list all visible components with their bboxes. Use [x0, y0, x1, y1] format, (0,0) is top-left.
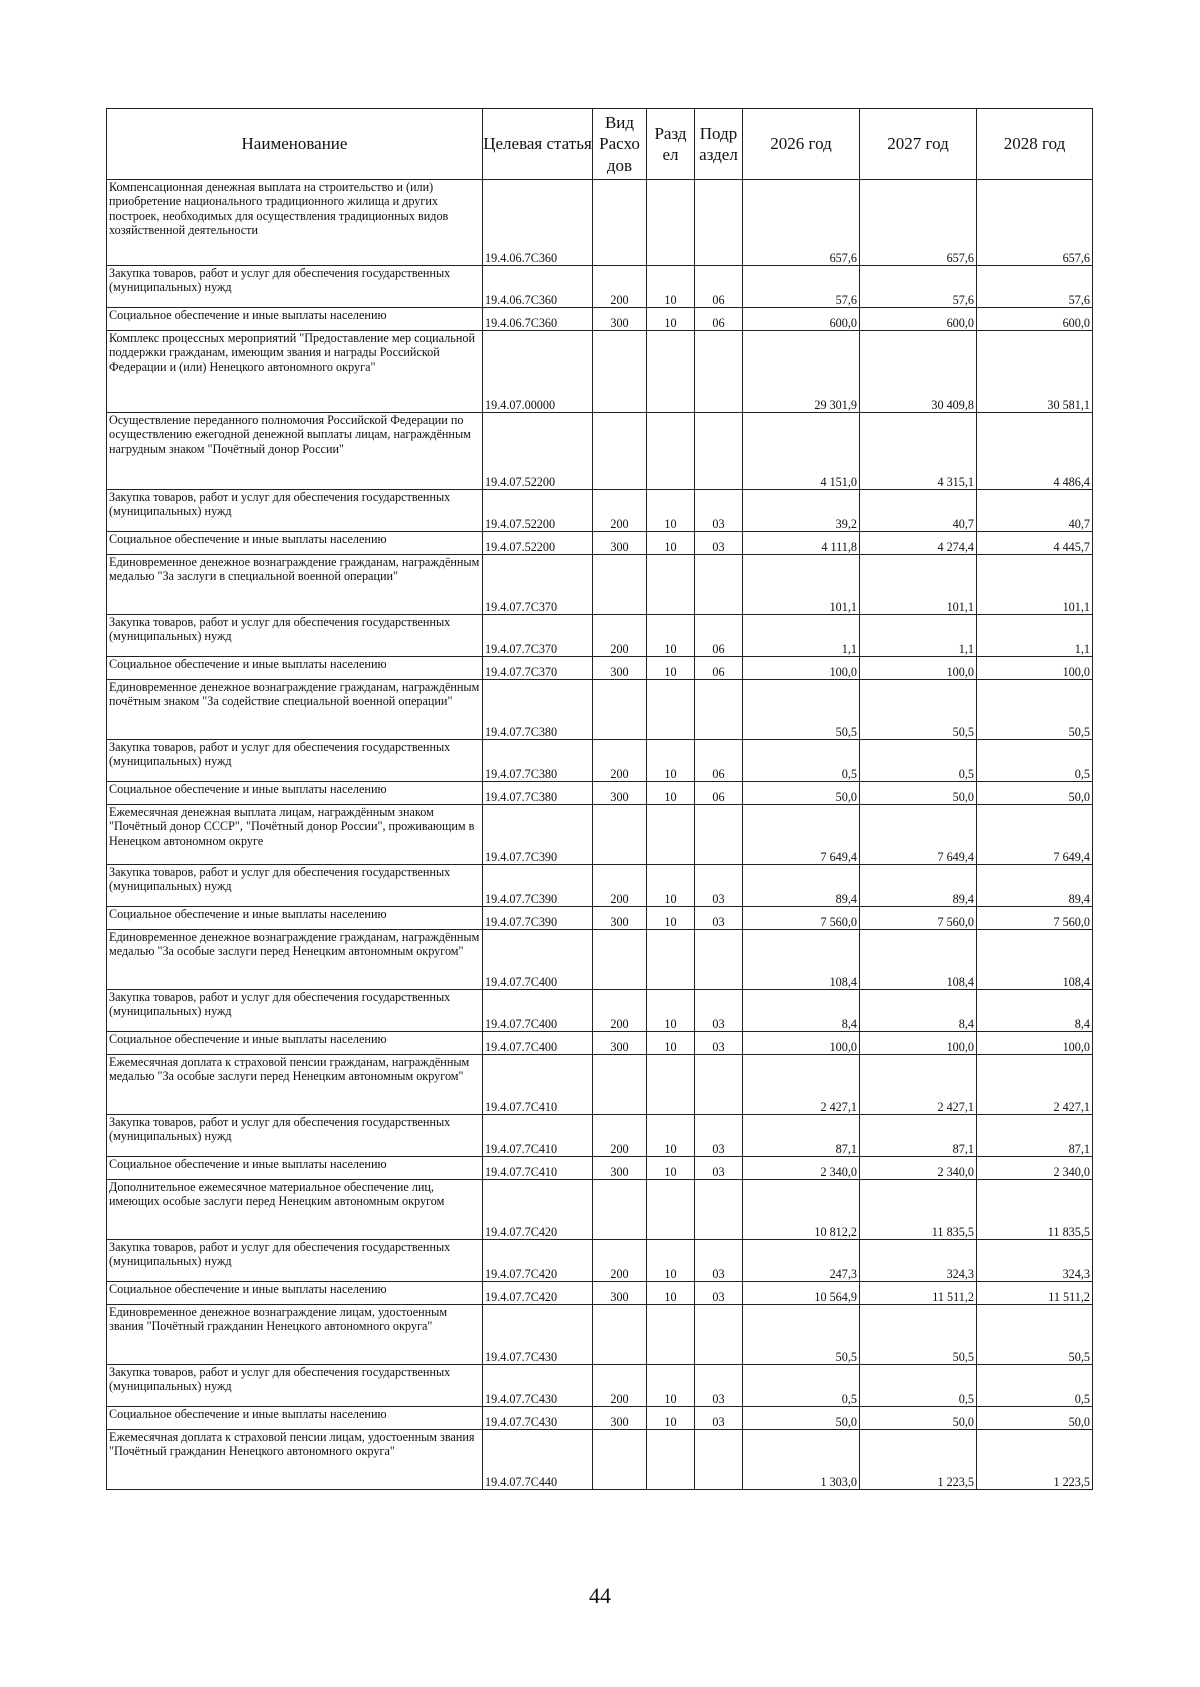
row-expense-type: 300 — [593, 308, 647, 331]
table-row — [107, 805, 1093, 865]
row-subsection — [695, 1305, 743, 1365]
row-value-2026: 4 151,0 — [743, 413, 860, 490]
row-expense-type — [593, 1055, 647, 1115]
row-value-2028: 30 581,1 — [977, 331, 1093, 413]
table-header-row — [107, 109, 1093, 180]
row-value-2026: 108,4 — [743, 930, 860, 990]
row-value-2026: 87,1 — [743, 1115, 860, 1157]
row-subsection — [695, 413, 743, 490]
row-subsection: 03 — [695, 1365, 743, 1407]
row-value-2027: 1,1 — [860, 615, 977, 657]
row-section: 10 — [647, 1365, 695, 1407]
row-name: Социальное обеспечение и иные выплаты населению — [107, 308, 483, 331]
row-expense-type: 300 — [593, 782, 647, 805]
table-row — [107, 657, 1093, 680]
row-value-2027: 108,4 — [860, 930, 977, 990]
row-name: Социальное обеспечение и иные выплаты населению — [107, 1407, 483, 1430]
table-row — [107, 308, 1093, 331]
row-value-2027: 100,0 — [860, 657, 977, 680]
row-subsection: 03 — [695, 1115, 743, 1157]
row-subsection: 06 — [695, 782, 743, 805]
row-expense-type: 200 — [593, 1365, 647, 1407]
row-expense-type: 200 — [593, 266, 647, 308]
row-value-2028: 4 486,4 — [977, 413, 1093, 490]
row-value-2026: 2 427,1 — [743, 1055, 860, 1115]
row-subsection: 06 — [695, 657, 743, 680]
row-expense-type — [593, 1305, 647, 1365]
row-section: 10 — [647, 490, 695, 532]
row-value-2028: 657,6 — [977, 180, 1093, 266]
budget-table — [106, 108, 1093, 1490]
row-subsection — [695, 1055, 743, 1115]
row-value-2026: 50,5 — [743, 680, 860, 740]
row-target-article: 19.4.07.7С370 — [483, 615, 593, 657]
row-subsection — [695, 180, 743, 266]
row-target-article: 19.4.07.7С430 — [483, 1365, 593, 1407]
row-section: 10 — [647, 1282, 695, 1305]
row-target-article: 19.4.07.7С400 — [483, 1032, 593, 1055]
row-value-2026: 89,4 — [743, 865, 860, 907]
table-row — [107, 865, 1093, 907]
table-row — [107, 782, 1093, 805]
row-value-2027: 2 340,0 — [860, 1157, 977, 1180]
table-row — [107, 1115, 1093, 1157]
header-year-2026: 2026 год — [743, 109, 860, 180]
row-value-2028: 600,0 — [977, 308, 1093, 331]
row-target-article: 19.4.07.7С400 — [483, 930, 593, 990]
row-section: 10 — [647, 615, 695, 657]
row-expense-type: 200 — [593, 990, 647, 1032]
row-target-article: 19.4.07.7С380 — [483, 782, 593, 805]
row-name: Ежемесячная доплата к страховой пенсии гражданам, награждённым медалью "За особые заслуги перед Ненецким автономным округом" — [107, 1055, 483, 1115]
row-section: 10 — [647, 1115, 695, 1157]
row-name: Закупка товаров, работ и услуг для обеспечения государственных (муниципальных) нужд — [107, 490, 483, 532]
table-row — [107, 555, 1093, 615]
row-value-2027: 0,5 — [860, 740, 977, 782]
row-value-2026: 29 301,9 — [743, 331, 860, 413]
row-expense-type — [593, 1430, 647, 1490]
row-value-2027: 57,6 — [860, 266, 977, 308]
row-value-2028: 87,1 — [977, 1115, 1093, 1157]
row-section: 10 — [647, 907, 695, 930]
row-section — [647, 930, 695, 990]
row-expense-type — [593, 331, 647, 413]
row-value-2028: 2 340,0 — [977, 1157, 1093, 1180]
row-subsection — [695, 331, 743, 413]
row-section: 10 — [647, 1157, 695, 1180]
row-value-2028: 40,7 — [977, 490, 1093, 532]
row-section — [647, 331, 695, 413]
row-value-2028: 89,4 — [977, 865, 1093, 907]
row-value-2026: 8,4 — [743, 990, 860, 1032]
row-value-2026: 57,6 — [743, 266, 860, 308]
row-name: Дополнительное ежемесячное материальное обеспечение лиц, имеющих особые заслуги перед Ненецким автономным округом — [107, 1180, 483, 1240]
row-name: Осуществление переданного полномочия Российской Федерации по осуществлению ежегодной денежной выплаты лицам, награждённым нагрудным знаком "Почётный донор России" — [107, 413, 483, 490]
table-row — [107, 1180, 1093, 1240]
row-expense-type: 200 — [593, 1240, 647, 1282]
header-year-2028: 2028 год — [977, 109, 1093, 180]
table-row — [107, 1240, 1093, 1282]
row-target-article: 19.4.07.7С380 — [483, 740, 593, 782]
row-value-2028: 0,5 — [977, 740, 1093, 782]
row-name: Единовременное денежное вознаграждение гражданам, награждённым почётным знаком "За содействие специальной военной операции" — [107, 680, 483, 740]
row-value-2027: 1 223,5 — [860, 1430, 977, 1490]
row-value-2028: 0,5 — [977, 1365, 1093, 1407]
row-value-2026: 50,0 — [743, 1407, 860, 1430]
row-value-2027: 87,1 — [860, 1115, 977, 1157]
row-subsection: 06 — [695, 740, 743, 782]
row-section — [647, 805, 695, 865]
row-target-article: 19.4.07.7С420 — [483, 1282, 593, 1305]
table-row — [107, 930, 1093, 990]
header-target-article: Целевая статья — [483, 109, 593, 180]
page-number: 44 — [589, 1583, 611, 1608]
row-subsection — [695, 555, 743, 615]
row-target-article: 19.4.07.7С370 — [483, 657, 593, 680]
row-target-article: 19.4.06.7С360 — [483, 308, 593, 331]
row-name: Закупка товаров, работ и услуг для обеспечения государственных (муниципальных) нужд — [107, 740, 483, 782]
row-value-2027: 89,4 — [860, 865, 977, 907]
row-subsection: 03 — [695, 865, 743, 907]
table-row — [107, 180, 1093, 266]
row-target-article: 19.4.07.7С410 — [483, 1055, 593, 1115]
header-year-2027: 2027 год — [860, 109, 977, 180]
row-section — [647, 555, 695, 615]
row-expense-type: 200 — [593, 1115, 647, 1157]
row-section — [647, 413, 695, 490]
row-value-2026: 1,1 — [743, 615, 860, 657]
row-value-2027: 8,4 — [860, 990, 977, 1032]
row-value-2026: 7 649,4 — [743, 805, 860, 865]
row-value-2027: 324,3 — [860, 1240, 977, 1282]
row-value-2028: 101,1 — [977, 555, 1093, 615]
row-section: 10 — [647, 532, 695, 555]
row-expense-type: 200 — [593, 740, 647, 782]
row-section: 10 — [647, 1407, 695, 1430]
row-value-2027: 101,1 — [860, 555, 977, 615]
row-section — [647, 680, 695, 740]
row-name: Социальное обеспечение и иные выплаты населению — [107, 1032, 483, 1055]
row-name: Единовременное денежное вознаграждение лицам, удостоенным звания "Почётный гражданин Ненецкого автономного округа" — [107, 1305, 483, 1365]
row-target-article: 19.4.07.7С410 — [483, 1157, 593, 1180]
row-value-2028: 57,6 — [977, 266, 1093, 308]
row-section: 10 — [647, 1032, 695, 1055]
row-expense-type: 300 — [593, 532, 647, 555]
table-row — [107, 532, 1093, 555]
row-section: 10 — [647, 657, 695, 680]
row-value-2027: 50,0 — [860, 782, 977, 805]
row-expense-type: 300 — [593, 1282, 647, 1305]
row-section: 10 — [647, 1240, 695, 1282]
row-expense-type: 200 — [593, 865, 647, 907]
row-expense-type: 300 — [593, 1407, 647, 1430]
row-expense-type — [593, 805, 647, 865]
row-target-article: 19.4.07.7С370 — [483, 555, 593, 615]
row-value-2026: 100,0 — [743, 657, 860, 680]
row-target-article: 19.4.07.7С430 — [483, 1407, 593, 1430]
row-subsection: 03 — [695, 1407, 743, 1430]
table-row — [107, 331, 1093, 413]
row-expense-type: 200 — [593, 490, 647, 532]
row-value-2027: 2 427,1 — [860, 1055, 977, 1115]
row-name: Социальное обеспечение и иные выплаты населению — [107, 1282, 483, 1305]
row-value-2028: 50,0 — [977, 1407, 1093, 1430]
row-value-2028: 100,0 — [977, 1032, 1093, 1055]
row-value-2027: 30 409,8 — [860, 331, 977, 413]
row-value-2026: 50,0 — [743, 782, 860, 805]
row-target-article: 19.4.07.7С430 — [483, 1305, 593, 1365]
row-value-2026: 7 560,0 — [743, 907, 860, 930]
row-value-2026: 39,2 — [743, 490, 860, 532]
row-name: Социальное обеспечение и иные выплаты населению — [107, 657, 483, 680]
row-value-2026: 10 812,2 — [743, 1180, 860, 1240]
row-section — [647, 180, 695, 266]
table-row — [107, 490, 1093, 532]
row-target-article: 19.4.06.7С360 — [483, 266, 593, 308]
row-section — [647, 1430, 695, 1490]
row-expense-type — [593, 1180, 647, 1240]
row-name: Социальное обеспечение и иные выплаты населению — [107, 532, 483, 555]
row-name: Закупка товаров, работ и услуг для обеспечения государственных (муниципальных) нужд — [107, 266, 483, 308]
row-target-article: 19.4.06.7С360 — [483, 180, 593, 266]
row-name: Закупка товаров, работ и услуг для обеспечения государственных (муниципальных) нужд — [107, 1240, 483, 1282]
row-value-2027: 50,5 — [860, 1305, 977, 1365]
row-name: Единовременное денежное вознаграждение гражданам, награждённым медалью "За особые заслуги перед Ненецким автономным округом" — [107, 930, 483, 990]
row-target-article: 19.4.07.7С390 — [483, 805, 593, 865]
row-name: Социальное обеспечение и иные выплаты населению — [107, 782, 483, 805]
row-subsection: 06 — [695, 615, 743, 657]
row-name: Закупка товаров, работ и услуг для обеспечения государственных (муниципальных) нужд — [107, 865, 483, 907]
row-value-2027: 4 315,1 — [860, 413, 977, 490]
row-name: Ежемесячная денежная выплата лицам, награждённым знаком "Почётный донор СССР", "Почётный донор России", проживающим в Ненецком автономном округе — [107, 805, 483, 865]
table-row — [107, 990, 1093, 1032]
row-expense-type — [593, 555, 647, 615]
row-target-article: 19.4.07.7С380 — [483, 680, 593, 740]
table-row — [107, 413, 1093, 490]
row-value-2026: 50,5 — [743, 1305, 860, 1365]
row-value-2028: 108,4 — [977, 930, 1093, 990]
row-value-2026: 247,3 — [743, 1240, 860, 1282]
row-name: Закупка товаров, работ и услуг для обеспечения государственных (муниципальных) нужд — [107, 1115, 483, 1157]
row-subsection: 03 — [695, 532, 743, 555]
row-value-2028: 50,5 — [977, 680, 1093, 740]
table-row — [107, 1032, 1093, 1055]
row-target-article: 19.4.07.7С390 — [483, 907, 593, 930]
row-name: Ежемесячная доплата к страховой пенсии лицам, удостоенным звания "Почётный гражданин Ненецкого автономного округа" — [107, 1430, 483, 1490]
row-value-2028: 4 445,7 — [977, 532, 1093, 555]
row-value-2027: 0,5 — [860, 1365, 977, 1407]
row-value-2027: 7 560,0 — [860, 907, 977, 930]
row-target-article: 19.4.07.7С420 — [483, 1180, 593, 1240]
row-value-2026: 600,0 — [743, 308, 860, 331]
row-value-2027: 40,7 — [860, 490, 977, 532]
row-subsection: 03 — [695, 1240, 743, 1282]
table-row — [107, 1430, 1093, 1490]
row-section: 10 — [647, 865, 695, 907]
row-expense-type: 300 — [593, 1032, 647, 1055]
row-subsection: 06 — [695, 266, 743, 308]
row-expense-type: 300 — [593, 1157, 647, 1180]
row-target-article: 19.4.07.52200 — [483, 490, 593, 532]
table-row — [107, 1305, 1093, 1365]
row-section — [647, 1055, 695, 1115]
row-value-2026: 2 340,0 — [743, 1157, 860, 1180]
row-value-2028: 50,0 — [977, 782, 1093, 805]
row-section: 10 — [647, 266, 695, 308]
row-target-article: 19.4.07.7С390 — [483, 865, 593, 907]
row-value-2026: 10 564,9 — [743, 1282, 860, 1305]
row-value-2026: 657,6 — [743, 180, 860, 266]
row-value-2028: 7 649,4 — [977, 805, 1093, 865]
row-value-2027: 600,0 — [860, 308, 977, 331]
row-expense-type: 300 — [593, 657, 647, 680]
table-row — [107, 1407, 1093, 1430]
row-subsection: 03 — [695, 907, 743, 930]
header-expense-type: Вид Расхо дов — [593, 109, 647, 180]
row-section — [647, 1180, 695, 1240]
row-expense-type: 200 — [593, 615, 647, 657]
row-subsection — [695, 930, 743, 990]
row-name: Закупка товаров, работ и услуг для обеспечения государственных (муниципальных) нужд — [107, 1365, 483, 1407]
row-value-2026: 4 111,8 — [743, 532, 860, 555]
row-subsection — [695, 1430, 743, 1490]
row-value-2028: 11 835,5 — [977, 1180, 1093, 1240]
row-name: Компенсационная денежная выплата на строительство и (или) приобретение национального традиционного жилища и других построек, необходимых для осуществления традиционных видов хозяйственной деятельности — [107, 180, 483, 266]
row-value-2028: 100,0 — [977, 657, 1093, 680]
row-subsection — [695, 680, 743, 740]
row-section — [647, 1305, 695, 1365]
row-subsection — [695, 805, 743, 865]
row-value-2027: 11 511,2 — [860, 1282, 977, 1305]
row-value-2027: 11 835,5 — [860, 1180, 977, 1240]
row-value-2027: 657,6 — [860, 180, 977, 266]
row-value-2028: 324,3 — [977, 1240, 1093, 1282]
table-row — [107, 907, 1093, 930]
row-section: 10 — [647, 740, 695, 782]
row-value-2028: 1 223,5 — [977, 1430, 1093, 1490]
row-subsection: 06 — [695, 308, 743, 331]
row-value-2026: 100,0 — [743, 1032, 860, 1055]
table-row — [107, 1365, 1093, 1407]
row-value-2028: 8,4 — [977, 990, 1093, 1032]
table-row — [107, 266, 1093, 308]
row-value-2027: 50,0 — [860, 1407, 977, 1430]
table-row — [107, 740, 1093, 782]
row-expense-type — [593, 180, 647, 266]
row-value-2028: 11 511,2 — [977, 1282, 1093, 1305]
row-name: Социальное обеспечение и иные выплаты населению — [107, 1157, 483, 1180]
row-target-article: 19.4.07.7С440 — [483, 1430, 593, 1490]
header-section: Разд ел — [647, 109, 695, 180]
row-section: 10 — [647, 782, 695, 805]
row-target-article: 19.4.07.52200 — [483, 413, 593, 490]
row-name: Закупка товаров, работ и услуг для обеспечения государственных (муниципальных) нужд — [107, 990, 483, 1032]
table-row — [107, 1157, 1093, 1180]
row-subsection: 03 — [695, 1157, 743, 1180]
row-value-2028: 50,5 — [977, 1305, 1093, 1365]
row-name: Единовременное денежное вознаграждение гражданам, награждённым медалью "За заслуги в специальной военной операции" — [107, 555, 483, 615]
row-expense-type — [593, 930, 647, 990]
row-target-article: 19.4.07.52200 — [483, 532, 593, 555]
row-value-2028: 2 427,1 — [977, 1055, 1093, 1115]
row-expense-type: 300 — [593, 907, 647, 930]
table-row — [107, 680, 1093, 740]
row-subsection: 03 — [695, 1282, 743, 1305]
row-target-article: 19.4.07.7С420 — [483, 1240, 593, 1282]
row-value-2026: 1 303,0 — [743, 1430, 860, 1490]
row-section: 10 — [647, 308, 695, 331]
row-target-article: 19.4.07.00000 — [483, 331, 593, 413]
table-row — [107, 1282, 1093, 1305]
row-target-article: 19.4.07.7С410 — [483, 1115, 593, 1157]
row-value-2027: 50,5 — [860, 680, 977, 740]
row-value-2026: 101,1 — [743, 555, 860, 615]
row-subsection: 03 — [695, 490, 743, 532]
row-subsection: 03 — [695, 990, 743, 1032]
row-expense-type — [593, 413, 647, 490]
table-row — [107, 1055, 1093, 1115]
row-value-2028: 7 560,0 — [977, 907, 1093, 930]
row-value-2028: 1,1 — [977, 615, 1093, 657]
row-name: Комплекс процессных мероприятий "Предоставление мер социальной поддержки гражданам, имеющим звания и награды Российской Федерации и (или) Ненецкого автономного округа" — [107, 331, 483, 413]
header-subsection: Подр аздел — [695, 109, 743, 180]
row-subsection: 03 — [695, 1032, 743, 1055]
row-subsection — [695, 1180, 743, 1240]
row-value-2027: 100,0 — [860, 1032, 977, 1055]
row-section: 10 — [647, 990, 695, 1032]
row-target-article: 19.4.07.7С400 — [483, 990, 593, 1032]
table-body — [107, 180, 1093, 1490]
table-row — [107, 615, 1093, 657]
row-expense-type — [593, 680, 647, 740]
row-name: Закупка товаров, работ и услуг для обеспечения государственных (муниципальных) нужд — [107, 615, 483, 657]
row-value-2027: 4 274,4 — [860, 532, 977, 555]
header-name: Наименование — [107, 109, 483, 180]
row-value-2026: 0,5 — [743, 1365, 860, 1407]
row-name: Социальное обеспечение и иные выплаты населению — [107, 907, 483, 930]
row-value-2026: 0,5 — [743, 740, 860, 782]
row-value-2027: 7 649,4 — [860, 805, 977, 865]
